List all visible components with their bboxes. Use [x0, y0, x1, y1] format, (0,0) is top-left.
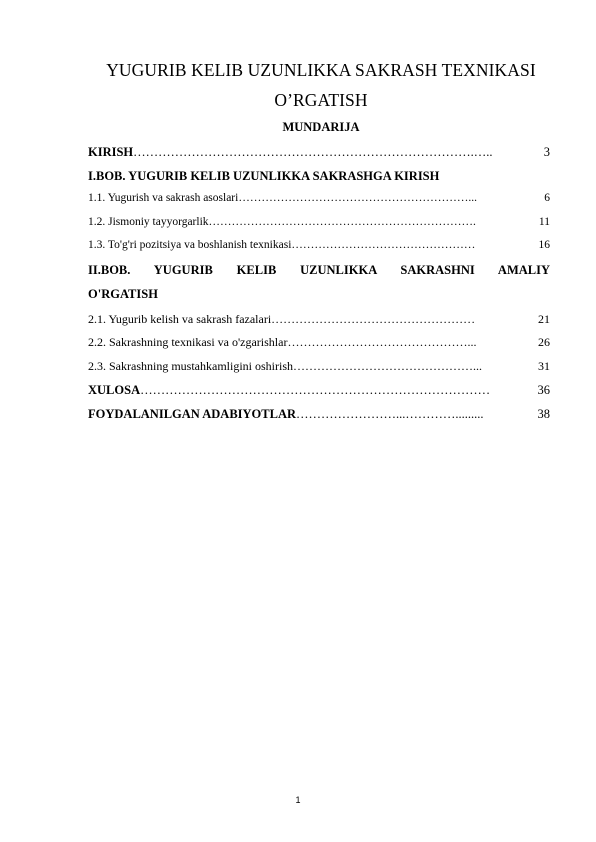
- toc-entry-label: 2.2. Sakrashning texnikasi va o'zgarishlar: [88, 335, 288, 349]
- toc-entry-page: 38: [537, 407, 550, 421]
- toc-entry-label: KIRISH: [88, 145, 134, 159]
- toc-entry-xulosa: [88, 383, 550, 399]
- toc-entry-label: XULOSA: [88, 383, 141, 397]
- toc-entry-label: 1.2. Jismoniy tayyorgarlik: [88, 216, 209, 228]
- toc-entry-chapter-2-line-2: O'RGATISH: [88, 287, 158, 301]
- toc-entry-chapter-1: [88, 169, 550, 185]
- toc-entry-2-1: [88, 312, 550, 328]
- toc-entry-1-1: [88, 192, 550, 208]
- toc-entry-2-3: [88, 359, 550, 375]
- toc-entry-chapter-2-line-1: II.BOB. YUGURIB KELIB UZUNLIKKA SAKRASHNI AMALIY: [88, 263, 550, 277]
- toc-entry-page: 36: [537, 383, 550, 397]
- toc-entry-leader: …………………………………………………………….: [208, 216, 476, 228]
- document-title-line-2: O’RGATISH: [274, 90, 368, 110]
- toc-entry-leader: ……………………………………………………………………….…..: [133, 145, 493, 159]
- toc-entry-page: 6: [544, 192, 550, 204]
- toc-entry-1-2: [88, 216, 550, 232]
- toc-entry-kirish: [88, 145, 550, 161]
- toc-entry-page: 21: [538, 312, 550, 326]
- toc-entry-label: FOYDALANILGAN ADABIYOTLAR: [88, 407, 297, 421]
- toc-entry-label: I.BOB. YUGURIB KELIB UZUNLIKKA SAKRASHGA KIRISH: [88, 169, 440, 183]
- contents-heading: MUNDARIJA: [282, 120, 360, 134]
- toc-entry-label: 2.1. Yugurib kelish va sakrash fazalari: [88, 312, 272, 326]
- toc-entry-page: 16: [538, 239, 550, 251]
- toc-entry-page: 26: [538, 335, 550, 349]
- toc-entry-page: 3: [543, 145, 550, 159]
- toc-entry-label: 2.3. Sakrashning mustahkamligini oshirish: [88, 359, 293, 373]
- toc-entry-leader: ………………………………………...: [287, 335, 477, 349]
- page-number: 1: [295, 795, 301, 805]
- document-title-line-1: YUGURIB KELIB UZUNLIKKA SAKRASH TEXNIKASI: [106, 60, 536, 80]
- toc-entry-leader: ……………………...………….........: [296, 407, 484, 421]
- toc-entry-leader: ……………………………………………: [271, 312, 476, 326]
- toc-entry-leader: ………………………………………...: [293, 359, 482, 373]
- toc-entry-label: 1.3. To'g'ri pozitsiya va boshlanish texnikasi: [88, 239, 292, 251]
- toc-entry-label: 1.1. Yugurish va sakrash asoslari: [88, 192, 239, 204]
- toc-entry-leader: ……………………………………………………...: [238, 192, 477, 204]
- toc-entry-page: 31: [538, 359, 550, 373]
- toc-entry-leader: …………………………………………: [291, 239, 476, 251]
- toc-entry-2-2: [88, 335, 550, 351]
- toc-entry-references: [88, 407, 550, 423]
- toc-entry-leader: …………………………………………………………………………: [140, 383, 491, 397]
- toc-entry-page: 11: [538, 216, 550, 228]
- toc-entry-1-3: [88, 239, 550, 255]
